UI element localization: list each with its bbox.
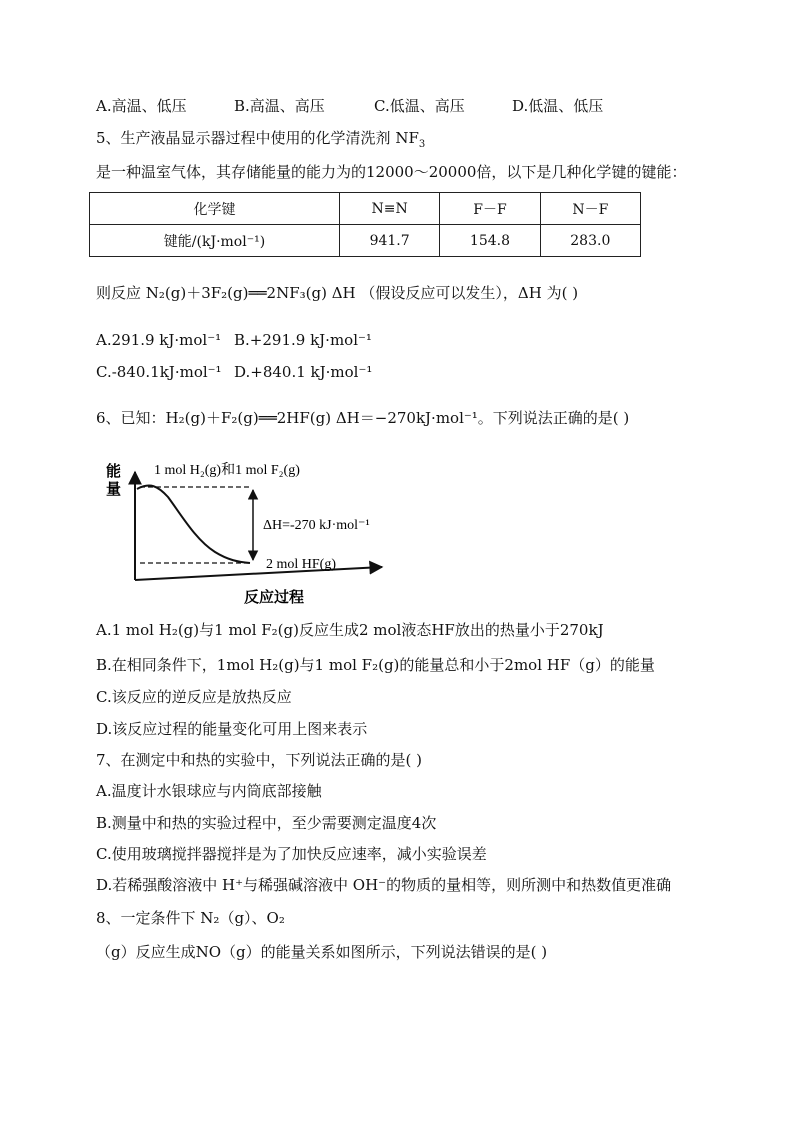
table-row: [90, 225, 641, 257]
q8-stem-line2: （g）反应生成NO（g）的能量关系如图所示，下列说法错误的是( ): [96, 943, 548, 961]
q5-option-b: B.+291.9 kJ·mol⁻¹: [234, 331, 372, 349]
q6-option-d: D.该反应过程的能量变化可用上图来表示: [96, 720, 368, 738]
q6-option-a: A.1 mol H₂(g)与1 mol F₂(g)反应生成2 mol液态HF放出的热量小于270kJ: [96, 621, 604, 639]
y-axis-label-bottom: 量: [106, 480, 122, 498]
table-header-cell: F－F: [440, 193, 540, 225]
delta-h-label: ΔH=-270 kJ·mol⁻¹: [263, 518, 370, 533]
q4-option-a: A.高温、低压: [96, 97, 187, 115]
table-row-label: 键能/(kJ·mol⁻¹): [90, 225, 340, 257]
q5-options-row2: [96, 362, 372, 382]
energy-curve: [137, 486, 250, 563]
x-axis-label: 反应过程: [244, 588, 305, 606]
table-cell: 154.8: [440, 225, 540, 257]
q5-option-d: D.+840.1 kJ·mol⁻¹: [234, 363, 373, 381]
q7-option-a: A.温度计水银球应与内筒底部接触: [96, 782, 322, 800]
energy-diagram-svg: [100, 452, 400, 612]
y-axis-label-top: 能: [106, 462, 122, 480]
reactant-label: 1 mol H₂(g)和1 mol F₂(g): [154, 463, 300, 478]
q5-option-c: C.-840.1kJ·mol⁻¹: [96, 363, 222, 381]
q5-option-a: A.291.9 kJ·mol⁻¹: [96, 331, 222, 349]
q5-options-row1: [96, 330, 372, 350]
q5-stem-line2: 是一种温室气体，其存储能量的能力为的12000～20000倍，以下是几种化学键的键能：: [96, 163, 687, 181]
x-axis: [135, 567, 382, 580]
q4-option-c: C.低温、高压: [374, 97, 465, 115]
q7-stem: 7、在测定中和热的实验中，下列说法正确的是( ): [96, 751, 423, 769]
q8-stem-line1: 8、一定条件下 N₂（g）、O₂: [96, 909, 285, 927]
table-header-row: [90, 193, 641, 225]
q7-option-d: D.若稀强酸溶液中 H⁺与稀强碱溶液中 OH⁻的物质的量相等，则所测中和热数值更准确: [96, 876, 672, 894]
product-label: 2 mol HF(g): [266, 557, 336, 572]
table-header-cell: N－F: [540, 193, 640, 225]
q6-stem: 6、已知：H₂(g)＋F₂(g)══2HF(g) ΔH＝−270kJ·mol⁻¹。下列说法正确的是( ): [96, 409, 630, 427]
energy-diagram: [100, 452, 400, 612]
q7-option-b: B.测量中和热的实验过程中，至少需要测定温度4次: [96, 814, 437, 832]
q4-option-b: B.高温、高压: [234, 97, 325, 115]
table-cell: 283.0: [540, 225, 640, 257]
table-header-cell: N≡N: [339, 193, 439, 225]
q5-stem-text: 5、生产液晶显示器过程中使用的化学清洗剂 NF: [96, 129, 419, 147]
q6-option-c: C.该反应的逆反应是放热反应: [96, 688, 292, 706]
q5-reaction-line: 则反应 N₂(g)＋3F₂(g)══2NF₃(g) ΔH （假设反应可以发生），ΔH 为( ): [96, 284, 579, 302]
q5-stem-line1: [96, 128, 425, 148]
q4-options-row: [96, 96, 603, 116]
table-cell: 941.7: [339, 225, 439, 257]
table-header-cell: 化学键: [90, 193, 340, 225]
q7-option-c: C.使用玻璃搅拌器搅拌是为了加快反应速率，减小实验误差: [96, 845, 487, 863]
q5-stem-subscript: 3: [418, 139, 426, 150]
q4-option-d: D.低温、低压: [512, 97, 604, 115]
q6-option-b: B.在相同条件下，1mol H₂(g)与1 mol F₂(g)的能量总和小于2mol HF（g）的能量: [96, 656, 655, 674]
bond-energy-table: [89, 192, 641, 257]
